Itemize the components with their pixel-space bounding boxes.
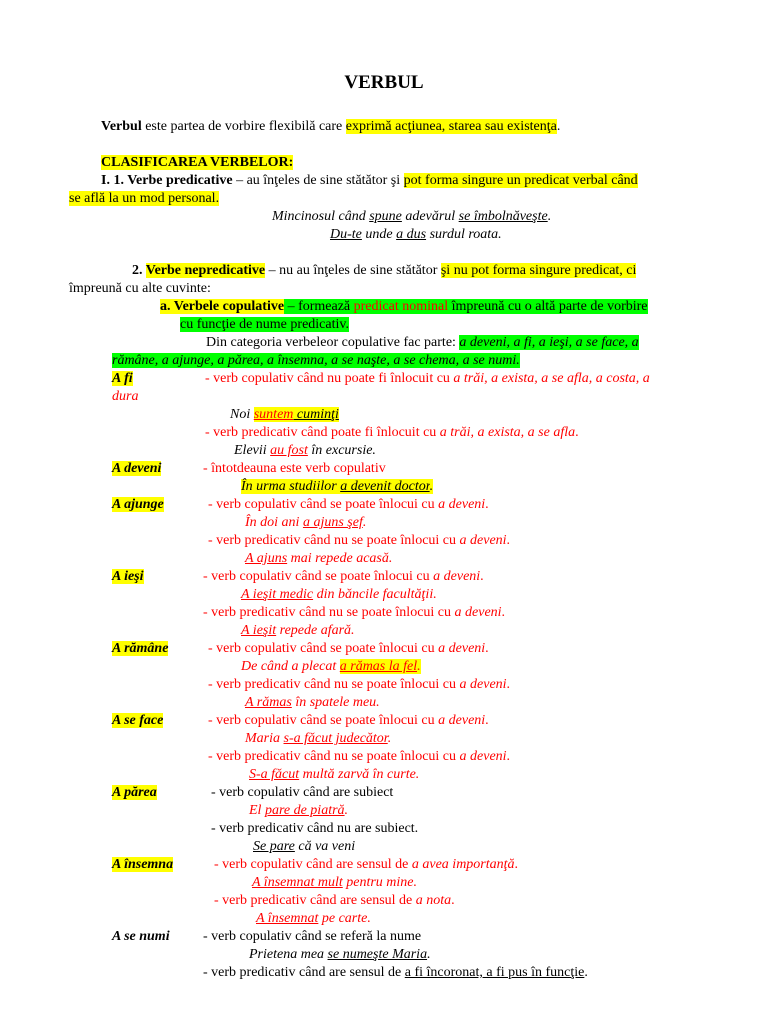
- a-ajunge-def-2: - verb predicativ când nu se poate înlocui cu a deveni.: [208, 533, 511, 548]
- copulative-def-line2: [180, 316, 349, 334]
- def-italic: a trăi, a exista, a se afla, a costa, a: [453, 371, 650, 386]
- a-iesi-example-2: [241, 622, 355, 640]
- ex-verb: A ieşit: [241, 623, 277, 638]
- verb-label-a-deveni: [112, 460, 161, 478]
- a-se-numi-example-1: Prietena mea se numeşte Maria.: [249, 947, 431, 962]
- a-deveni-example: În urma studiilor a devenit doctor.: [241, 479, 434, 494]
- copulative-dash: – formează: [284, 299, 354, 314]
- def-italic: a deveni: [454, 605, 502, 620]
- copulative-line2-text: cu funcţie de nume predicativ.: [180, 317, 349, 332]
- section-2-line1: [132, 262, 636, 280]
- a-se-numi-def-1: - verb copulativ când se referă la nume: [203, 929, 422, 944]
- copulative-list-2: rămâne, a ajunge, a părea, a însemna, a se naşte, a se chema, a se numi.: [112, 353, 520, 368]
- ex-part: adevărul: [401, 209, 459, 224]
- verb-label-text: A rămâne: [112, 641, 169, 656]
- copulative-rest: împreună cu o altă parte de vorbire: [448, 299, 648, 314]
- intro-paragraph: Verbul este partea de vorbire flexibilă care exprimă acţiunea, starea sau existenţa.: [101, 119, 561, 134]
- verb-label-text: A însemna: [112, 857, 174, 872]
- ex-part: multă zarvă în curte.: [299, 767, 420, 782]
- page-title: VERBUL: [344, 72, 424, 93]
- a-parea-example-2: [253, 838, 355, 856]
- copulative-label: a.: [160, 299, 174, 314]
- a-se-face-def-1: - verb copulativ când se poate înlocui cu a deveni.: [208, 713, 489, 728]
- ex-part: În doi ani: [245, 515, 303, 530]
- a-ajunge-def-1: - verb copulativ când se poate înlocui cu a deveni.: [208, 497, 489, 512]
- ex-part: Prietena mea: [249, 947, 328, 962]
- ex-verb: se numeşte Maria: [327, 947, 428, 962]
- verb-label-a-iesi: [112, 568, 144, 586]
- ex-verb: A însemnat: [256, 911, 319, 926]
- section-2-number: 2.: [132, 263, 146, 278]
- a-iesi-def-1: - verb copulativ când se poate înlocui cu a deveni.: [203, 569, 484, 584]
- a-se-face-def-2: - verb predicativ când nu se poate înlocui cu a deveni.: [208, 749, 511, 764]
- a-parea-def-1: - verb copulativ când are subiect: [211, 785, 394, 800]
- ex-verb: Se pare: [253, 839, 295, 854]
- verb-label-text: A fi: [112, 371, 133, 386]
- verb-label-a-parea: [112, 784, 157, 802]
- def-italic: a deveni: [459, 749, 507, 764]
- ex-part: repede afară.: [276, 623, 355, 638]
- def-italic: a deveni: [459, 533, 507, 548]
- section-1-line1: [101, 172, 638, 190]
- def-text: - verb copulativ când nu poate fi înlocuit cu: [205, 371, 454, 386]
- copulative-title: Verbele copulative: [173, 299, 285, 314]
- ex-part: pe carte.: [318, 911, 371, 926]
- ex-verb: pare de piatră: [264, 803, 345, 818]
- intro-bold: Verbul: [101, 119, 142, 134]
- ex-part: cuminţi: [293, 407, 339, 422]
- copulative-list-line2: [112, 352, 520, 370]
- verb-label-a-se-numi: A se numi: [112, 929, 170, 944]
- def-text: - verb predicativ când nu se poate înlocui cu: [208, 749, 460, 764]
- ex-part: surdul roata.: [426, 227, 502, 242]
- ex-part: .: [547, 209, 552, 224]
- a-fi-def-1: [205, 370, 650, 388]
- verb-label-text: A părea: [112, 785, 157, 800]
- a-parea-example-1: El pare de piatră.: [249, 803, 349, 818]
- section-1-highlight-1: pot forma singure un predicat verbal când: [403, 173, 638, 188]
- a-ramane-def-1: - verb copulativ când se poate înlocui cu a deveni.: [208, 641, 489, 656]
- def-text: - verb predicativ când poate fi înlocuit cu: [205, 425, 440, 440]
- ex-verb: Du-te: [330, 227, 362, 242]
- a-se-numi-def-2: - verb predicativ când are sensul de a fi încoronat, a fi pus în funcţie.: [203, 965, 588, 980]
- verb-label-text: A deveni: [112, 461, 162, 476]
- verb-label-text: A se face: [112, 713, 164, 728]
- a-ajunge-example-2: [245, 550, 392, 568]
- ex-part: din băncile facultăţii.: [313, 587, 437, 602]
- section-2-line2: împreună cu alte cuvinte:: [69, 281, 211, 296]
- ex-part: unde: [361, 227, 397, 242]
- a-insemna-def-1: - verb copulativ când are sensul de a avea importanţă.: [214, 857, 519, 872]
- ex-part: pentru mine.: [342, 875, 418, 890]
- ex-part: Maria: [245, 731, 284, 746]
- a-ajunge-example-1: În doi ani a ajuns şef.: [245, 515, 367, 530]
- section-1-number: I. 1.: [101, 173, 128, 188]
- ex-part: în excursie.: [307, 443, 376, 458]
- verb-label-a-se-face: [112, 712, 163, 730]
- verb-label-a-fi: [112, 370, 133, 388]
- section-1-line2: [69, 190, 219, 208]
- def-italic: a deveni: [438, 713, 486, 728]
- def-text: - verb copulativ când se poate înlocui cu: [208, 497, 439, 512]
- def-italic: a deveni: [433, 569, 481, 584]
- ex-part: mai repede acasă.: [287, 551, 393, 566]
- ex-part: Mincinosul când: [272, 209, 370, 224]
- ex-verb: spune: [369, 209, 402, 224]
- a-insemna-def-2: - verb predicativ când are sensul de a nota.: [214, 893, 455, 908]
- ex-part: Noi: [230, 407, 254, 422]
- verb-label-a-ramane: [112, 640, 168, 658]
- def-italic: a nota: [415, 893, 452, 908]
- verb-label-text: A ieşi: [112, 569, 144, 584]
- def-text: - verb predicativ când are sensul de: [203, 965, 405, 980]
- ex-verb: suntem: [253, 407, 294, 422]
- a-ramane-example-1: De când a plecat a rămas la fel.: [241, 659, 421, 674]
- def-text: - verb predicativ când nu se poate înlocui cu: [208, 533, 460, 548]
- a-fi-def-2: - verb predicativ când poate fi înlocuit cu a trăi, a exista, a se afla.: [205, 425, 579, 440]
- a-parea-def-2: - verb predicativ când nu are subiect.: [211, 821, 419, 836]
- ex-part: în spatele meu.: [291, 695, 380, 710]
- ex-verb: S-a făcut: [249, 767, 300, 782]
- section-1-highlight-2: se află la un mod personal.: [69, 191, 220, 206]
- def-text: - verb copulativ când se poate înlocui cu: [203, 569, 434, 584]
- section-1-title: Verbe predicative: [127, 173, 233, 188]
- section-2-title: Verbe nepredicative: [145, 263, 266, 278]
- ex-verb: a ajuns şef: [302, 515, 363, 530]
- def-text: - verb copulativ când se poate înlocui cu: [208, 641, 439, 656]
- ex-verb: a dus: [396, 227, 427, 242]
- ex-verb: a rămas la fel: [339, 659, 418, 674]
- def-text: - verb predicativ când nu se poate înlocui cu: [203, 605, 455, 620]
- copulative-def-line1: [160, 298, 648, 316]
- ex-verb: a devenit doctor: [340, 479, 430, 494]
- verb-label-a-insemna: [112, 856, 173, 874]
- a-fi-example-2: [234, 442, 376, 460]
- ex-part: În urma studiilor: [241, 479, 341, 494]
- a-ramane-def-2: - verb predicativ când nu se poate înlocui cu a deveni.: [208, 677, 511, 692]
- def-italic: a trăi, a exista, a se afla: [439, 425, 576, 440]
- classification-heading-text: CLASIFICAREA VERBELOR:: [101, 155, 294, 170]
- ex-part: De când a plecat: [241, 659, 340, 674]
- a-fi-example-1: [230, 406, 339, 424]
- def-text: - verb copulativ când are sensul de: [214, 857, 412, 872]
- def-italic: a avea importanţă: [411, 857, 515, 872]
- intro-highlight: exprimă acţiunea, starea sau existenţa: [345, 119, 557, 134]
- copulative-list-intro: Din categoria verbeleor copulative fac parte:: [206, 335, 460, 350]
- def-italic: a deveni: [438, 641, 486, 656]
- ex-part: că va veni: [294, 839, 356, 854]
- copulative-list-line1: [206, 334, 639, 352]
- def-text: - verb predicativ când nu se poate înlocui cu: [208, 677, 460, 692]
- intro-text: este partea de vorbire flexibilă care: [141, 119, 346, 134]
- ex-verb: A ieşit medic: [241, 587, 314, 602]
- def-underlined: a fi încoronat, a fi pus în funcţie: [404, 965, 585, 980]
- section-2-text: – nu au înţeles de sine stătător: [265, 263, 441, 278]
- a-insemna-example-2: [256, 910, 371, 928]
- a-iesi-def-2: - verb predicativ când nu se poate înlocui cu a deveni.: [203, 605, 506, 620]
- a-se-face-example-2: [249, 766, 419, 784]
- verb-label-text: A ajunge: [112, 497, 164, 512]
- section-1-example-2: [330, 226, 502, 244]
- section-2-highlight: şi nu pot forma singure predicat, ci: [440, 263, 637, 278]
- copulative-red-text: predicat nominal: [353, 299, 449, 314]
- verb-label-a-ajunge: [112, 496, 164, 514]
- ex-part: Elevii: [234, 443, 271, 458]
- a-fi-def-1-cont: dura: [112, 389, 139, 404]
- classification-heading: [101, 154, 293, 172]
- def-italic: a deveni: [459, 677, 507, 692]
- ex-verb: A ajuns: [245, 551, 288, 566]
- copulative-list-1: a deveni, a fi, a ieşi, a se face, a: [459, 335, 639, 350]
- section-1-text: – au înţeles de sine stătător şi: [232, 173, 404, 188]
- def-text: - verb predicativ când are sensul de: [214, 893, 416, 908]
- ex-verb: A rămas: [245, 695, 292, 710]
- ex-verb: A însemnat mult: [252, 875, 343, 890]
- a-se-face-example-1: Maria s-a făcut judecător.: [245, 731, 392, 746]
- ex-verb: au fost: [270, 443, 308, 458]
- section-1-example-1: [272, 208, 551, 226]
- a-deveni-def: - întotdeauna este verb copulativ: [203, 461, 386, 476]
- a-insemna-example-1: [252, 874, 417, 892]
- a-ramane-example-2: [245, 694, 380, 712]
- ex-verb: se îmbolnăveşte: [458, 209, 548, 224]
- def-text: - verb copulativ când se poate înlocui cu: [208, 713, 439, 728]
- ex-part: El: [249, 803, 265, 818]
- ex-verb: s-a făcut judecător: [283, 731, 388, 746]
- def-italic: a deveni: [438, 497, 486, 512]
- a-iesi-example-1: [241, 586, 437, 604]
